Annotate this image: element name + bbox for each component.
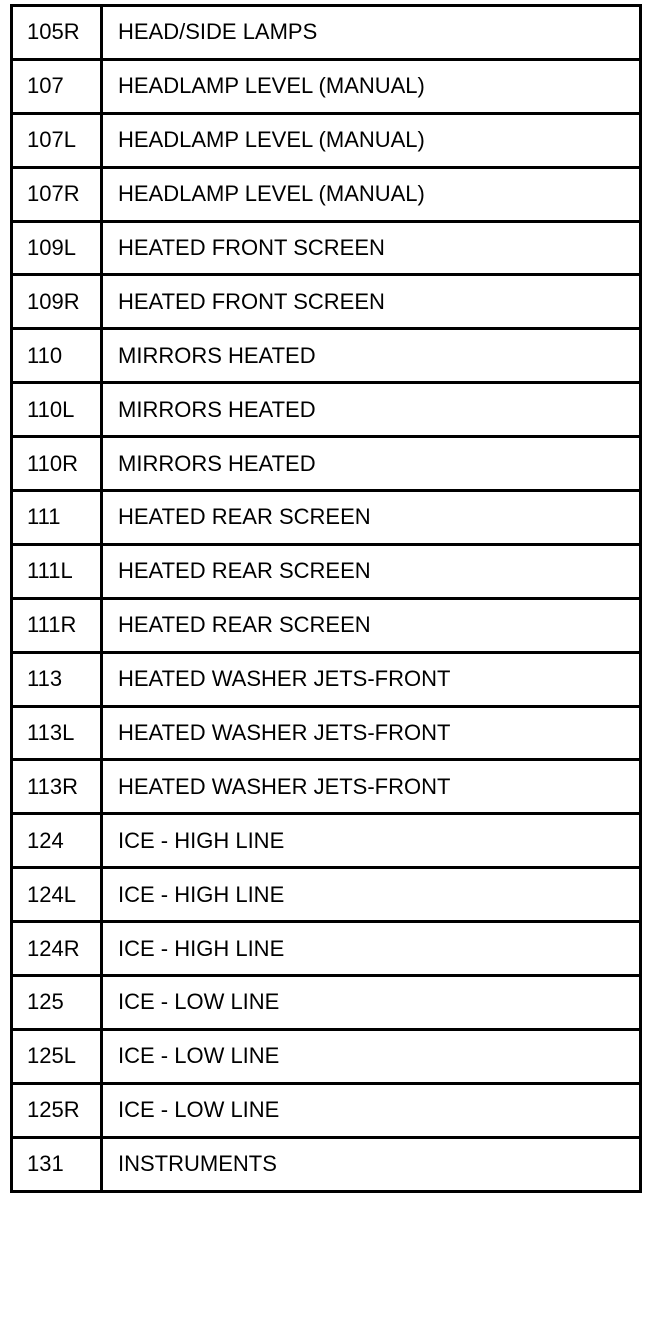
row-code: 124R	[12, 922, 102, 976]
row-code: 109R	[12, 275, 102, 329]
row-description: HEATED FRONT SCREEN	[102, 275, 641, 329]
row-description: HEATED REAR SCREEN	[102, 491, 641, 545]
table-row	[12, 922, 641, 976]
row-code: 111	[12, 491, 102, 545]
table-body	[12, 6, 641, 1192]
table-row	[12, 221, 641, 275]
row-description: INSTRUMENTS	[102, 1137, 641, 1191]
row-code: 131	[12, 1137, 102, 1191]
table-row	[12, 1029, 641, 1083]
row-code: 110L	[12, 383, 102, 437]
row-code: 110R	[12, 437, 102, 491]
row-description: ICE - LOW LINE	[102, 1083, 641, 1137]
table-row	[12, 383, 641, 437]
table-row	[12, 1137, 641, 1191]
row-code: 110	[12, 329, 102, 383]
table-row	[12, 706, 641, 760]
row-code: 111R	[12, 598, 102, 652]
table-row	[12, 976, 641, 1030]
row-description: HEATED WASHER JETS-FRONT	[102, 652, 641, 706]
row-description: HEADLAMP LEVEL (MANUAL)	[102, 59, 641, 113]
table-row	[12, 652, 641, 706]
row-description: MIRRORS HEATED	[102, 383, 641, 437]
row-description: ICE - HIGH LINE	[102, 868, 641, 922]
row-code: 107	[12, 59, 102, 113]
row-code: 124	[12, 814, 102, 868]
table-row	[12, 437, 641, 491]
row-code: 124L	[12, 868, 102, 922]
table-row	[12, 329, 641, 383]
table-row	[12, 59, 641, 113]
table-row	[12, 814, 641, 868]
row-code: 109L	[12, 221, 102, 275]
row-description: HEAD/SIDE LAMPS	[102, 6, 641, 60]
row-description: HEATED REAR SCREEN	[102, 598, 641, 652]
table-row	[12, 760, 641, 814]
row-description: ICE - HIGH LINE	[102, 814, 641, 868]
row-code: 105R	[12, 6, 102, 60]
row-code: 113R	[12, 760, 102, 814]
row-description: HEADLAMP LEVEL (MANUAL)	[102, 113, 641, 167]
row-description: HEADLAMP LEVEL (MANUAL)	[102, 167, 641, 221]
table-row	[12, 167, 641, 221]
row-description: HEATED WASHER JETS-FRONT	[102, 706, 641, 760]
table-row	[12, 544, 641, 598]
row-code: 107L	[12, 113, 102, 167]
row-code: 113	[12, 652, 102, 706]
row-code: 113L	[12, 706, 102, 760]
table-row	[12, 1083, 641, 1137]
row-description: MIRRORS HEATED	[102, 437, 641, 491]
table-row	[12, 491, 641, 545]
row-description: ICE - LOW LINE	[102, 976, 641, 1030]
row-description: ICE - LOW LINE	[102, 1029, 641, 1083]
row-description: HEATED WASHER JETS-FRONT	[102, 760, 641, 814]
table-row	[12, 6, 641, 60]
row-code: 111L	[12, 544, 102, 598]
row-code: 125R	[12, 1083, 102, 1137]
row-description: HEATED FRONT SCREEN	[102, 221, 641, 275]
row-description: HEATED REAR SCREEN	[102, 544, 641, 598]
row-code: 125L	[12, 1029, 102, 1083]
table-row	[12, 275, 641, 329]
code-table	[10, 4, 642, 1193]
row-code: 107R	[12, 167, 102, 221]
table-row	[12, 113, 641, 167]
table-row	[12, 868, 641, 922]
row-description: MIRRORS HEATED	[102, 329, 641, 383]
table-row	[12, 598, 641, 652]
row-description: ICE - HIGH LINE	[102, 922, 641, 976]
row-code: 125	[12, 976, 102, 1030]
